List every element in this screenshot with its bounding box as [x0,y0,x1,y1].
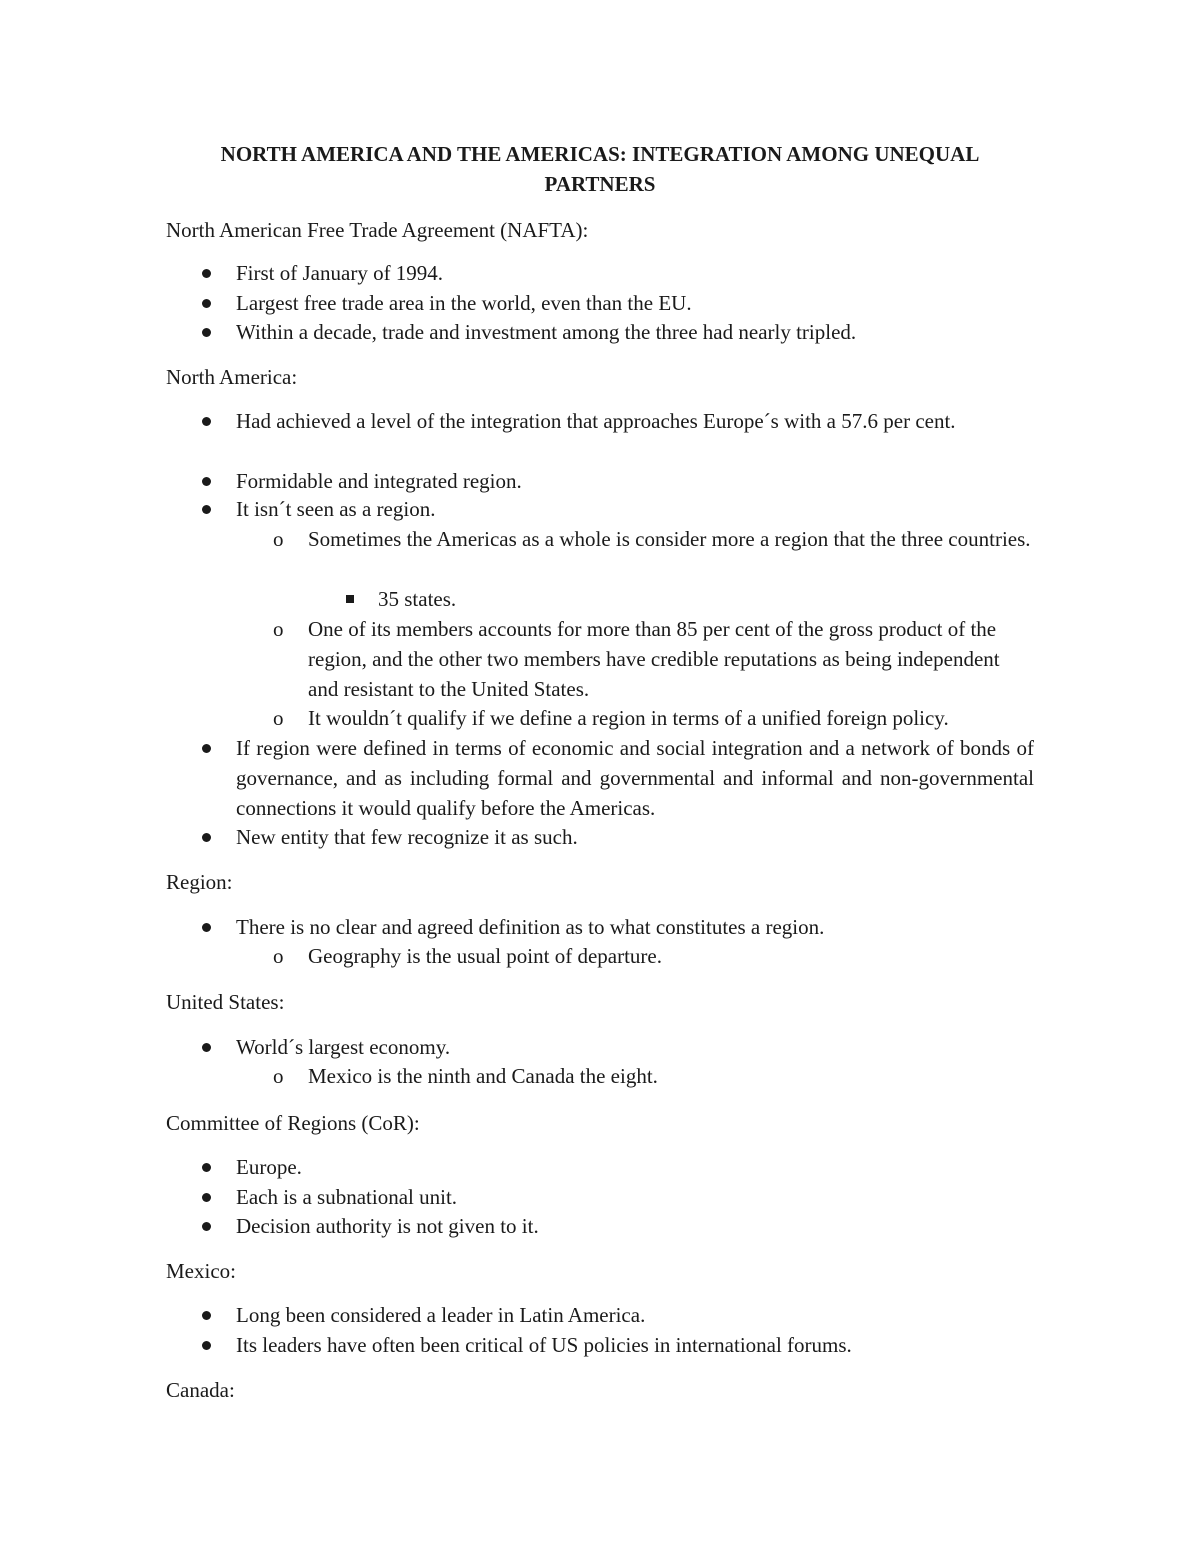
bullet-icon [202,923,211,932]
bullet-icon [202,328,211,337]
list-item: World´s largest economy. [236,1032,1034,1062]
section-heading-nafta: North American Free Trade Agreement (NAFTA): [166,218,589,242]
bullet-icon [202,1193,211,1202]
section-heading-cor: Committee of Regions (CoR): [166,1111,420,1135]
bullet-icon [202,1341,211,1350]
circle-bullet-icon: o [273,527,284,551]
bullet-icon [202,269,211,278]
bullet-icon [202,744,211,753]
list-item: Within a decade, trade and investment among the three had nearly tripled. [236,317,1034,347]
list-item: Europe. [236,1152,1034,1182]
sub-list-item: o Mexico is the ninth and Canada the eight. [308,1061,1034,1091]
list-item: First of January of 1994. [236,258,1034,288]
circle-bullet-icon: o [273,944,284,968]
list-item: If region were defined in terms of economic and social integration and a network of bonds of governance, and as including formal and governmental and informal and non-governmental connections it would qualify before the Americas. [236,733,1034,823]
list-item: Decision authority is not given to it. [236,1211,1034,1241]
sub-list-item: o Geography is the usual point of departure. [308,941,1034,971]
list-item: There is no clear and agreed definition as to what constitutes a region. [236,912,1034,942]
circle-bullet-icon: o [273,617,284,641]
bullet-icon [202,477,211,486]
bullet-icon [202,1222,211,1231]
document-title: NORTH AMERICA AND THE AMERICAS: INTEGRATION AMONG UNEQUAL PARTNERS [220,142,980,196]
section-heading-united-states: United States: [166,990,285,1014]
section-heading-north-america: North America: [166,365,298,389]
list-item: New entity that few recognize it as such. [236,822,1034,852]
bullet-icon [202,1163,211,1172]
section-heading-mexico: Mexico: [166,1259,236,1283]
section-heading-canada: Canada: [166,1378,235,1402]
bullet-icon [202,505,211,514]
bullet-icon [202,417,211,426]
sub-list-item: o One of its members accounts for more than 85 per cent of the gross product of the region, and the other two members have credible reputations as being independent and resistant to the United States. [308,614,1034,704]
list-item: Largest free trade area in the world, even than the EU. [236,288,1034,318]
circle-bullet-icon: o [273,706,284,730]
bullet-icon [202,833,211,842]
bullet-icon [202,1043,211,1052]
sub-list-item: o Sometimes the Americas as a whole is consider more a region that the three countries. [308,524,1034,554]
list-item: Formidable and integrated region. [236,466,1034,496]
circle-bullet-icon: o [273,1064,284,1088]
list-item: Each is a subnational unit. [236,1182,1034,1212]
square-bullet-icon [346,595,354,603]
bullet-icon [202,299,211,308]
bullet-icon [202,1311,211,1320]
list-item: It isn´t seen as a region. [236,494,1034,524]
list-item: Long been considered a leader in Latin America. [236,1300,1034,1330]
sub-list-item: o It wouldn´t qualify if we define a region in terms of a unified foreign policy. [308,703,1034,733]
section-heading-region: Region: [166,870,233,894]
sub-sub-list-item: 35 states. [378,584,1034,614]
list-item: Had achieved a level of the integration that approaches Europe´s with a 57.6 per cent. [236,406,1034,436]
list-item: Its leaders have often been critical of US policies in international forums. [236,1330,1034,1360]
